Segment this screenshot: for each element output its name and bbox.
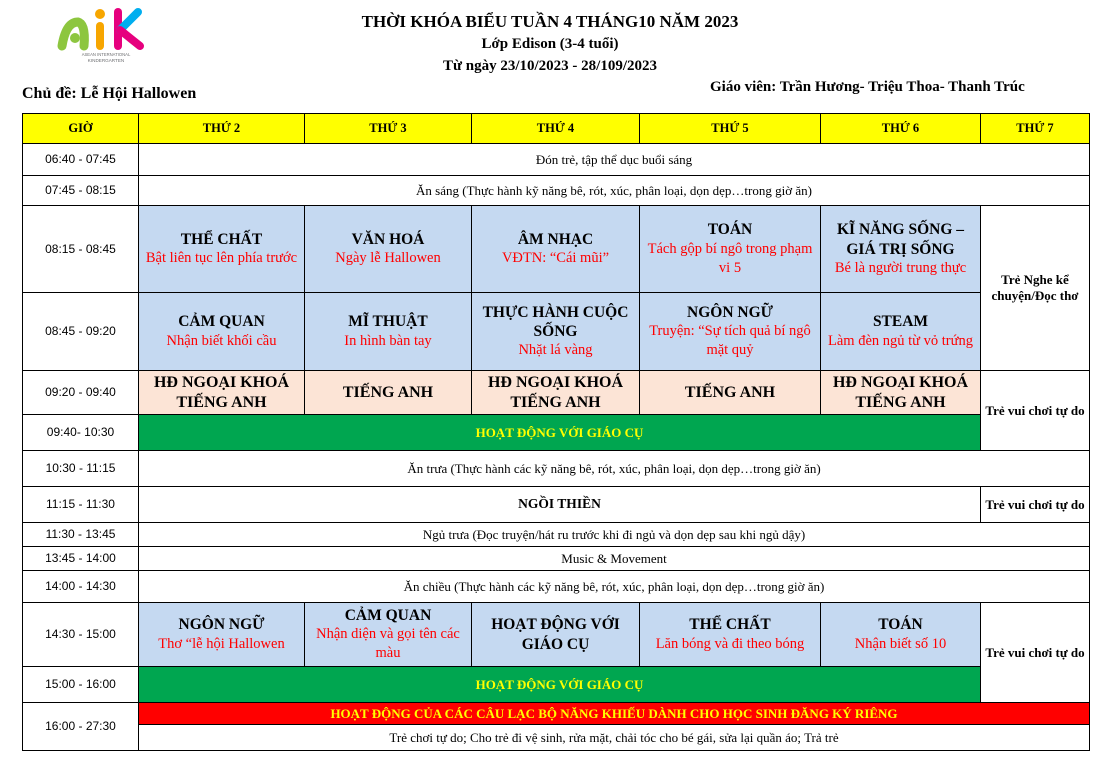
saturday-play-cell: Trẻ vui chơi tự do <box>981 603 1090 703</box>
lesson-subject: THỂ CHẤT <box>180 230 263 248</box>
lesson-activity: Tách gộp bí ngô trong phạm vi 5 <box>647 240 813 276</box>
logo-subtitle-2: KINDERGARTEN <box>87 58 125 63</box>
header-row <box>23 114 1090 144</box>
table-row <box>23 144 1090 176</box>
table-row <box>23 371 1090 415</box>
english-club-cell: HĐ NGOẠI KHOÁ TIẾNG ANH <box>472 371 640 415</box>
time-cell: 06:40 - 07:45 <box>23 144 139 176</box>
time-cell: 14:00 - 14:30 <box>23 571 139 603</box>
lesson-activity: VĐTN: “Cái mũi” <box>501 250 610 267</box>
lesson-cell <box>139 206 305 293</box>
lesson-subject: NGÔN NGỮ <box>687 303 773 321</box>
time-cell: 13:45 - 14:00 <box>23 547 139 571</box>
english-club-cell: HĐ NGOẠI KHOÁ TIẾNG ANH <box>139 371 305 415</box>
time-cell: 14:30 - 15:00 <box>23 603 139 667</box>
lesson-subject: STEAM <box>872 313 929 331</box>
lesson-subject: NGÔN NGỮ <box>178 616 265 634</box>
lesson-cell <box>472 293 640 371</box>
lesson-subject: CẢM QUAN <box>178 313 265 331</box>
lesson-cell <box>305 293 472 371</box>
table-row <box>23 703 1090 725</box>
table-row <box>23 725 1090 751</box>
lesson-activity: Nhận biết số 10 <box>854 635 947 652</box>
lesson-activity: Bé là người trung thực <box>834 259 967 276</box>
english-cell: TIẾNG ANH <box>640 371 821 415</box>
table-row <box>23 667 1090 703</box>
lesson-cell <box>821 206 981 293</box>
nap-cell: Ngủ trưa (Đọc truyện/hát ru trước khi đi ngủ và dọn dẹp sau khi ngủ dậy) <box>139 523 1090 547</box>
saturday-play-cell: Trẻ vui chơi tự do <box>981 371 1090 451</box>
class-name: Lớp Edison (3-4 tuổi) <box>481 36 619 52</box>
lesson-activity: Bật liên tục lên phía trước <box>145 250 298 267</box>
lesson-subject: THỂ CHẤT <box>689 616 771 634</box>
dismissal-cell: Trẻ chơi tự do; Cho trẻ đi vệ sinh, rửa mặt, chải tóc cho bé gái, sửa lại quần áo; Trả trẻ <box>139 725 1090 751</box>
topic: Chủ đề: Lễ Hội Hallowen <box>22 85 197 102</box>
time-cell: 11:15 - 11:30 <box>23 487 139 523</box>
col-wed: THỨ 4 <box>472 114 640 144</box>
lesson-activity: Truyện: “Sự tích quả bí ngô mặt quỷ <box>649 323 811 359</box>
lunch-cell: Ăn trưa (Thực hành các kỹ năng bê, rót, xúc, phân loại, dọn dẹp…trong giờ ăn) <box>139 451 1090 487</box>
table-row <box>23 603 1090 667</box>
lesson-activity: Nhặt lá vàng <box>518 342 593 359</box>
col-thu: THỨ 5 <box>640 114 821 144</box>
meditation-cell: NGỒI THIỀN <box>139 487 981 523</box>
lesson-subject: CẢM QUAN <box>344 606 432 624</box>
english-club-cell: HĐ NGOẠI KHOÁ TIẾNG ANH <box>821 371 981 415</box>
col-fri: THỨ 6 <box>821 114 981 144</box>
col-time: GIỜ <box>23 114 139 144</box>
lesson-subject: MĨ THUẬT <box>348 313 428 331</box>
lesson-cell <box>472 206 640 293</box>
music-cell: Music & Movement <box>139 547 1090 571</box>
welcome-cell: Đón trẻ, tập thể dục buổi sáng <box>139 144 1090 176</box>
lesson-activity: Thơ “lễ hội Hallowen <box>158 635 285 652</box>
table-row <box>23 293 1090 371</box>
lesson-activity: Ngày lễ Hallowen <box>335 250 441 267</box>
table-row <box>23 487 1090 523</box>
lesson-cell <box>640 603 821 667</box>
lesson-activity: Nhận biết khối cầu <box>166 332 277 349</box>
snack-cell: Ăn chiều (Thực hành các kỹ năng bê, rót, xúc, phân loại, dọn dẹp…trong giờ ăn) <box>139 571 1090 603</box>
col-tue: THỨ 3 <box>305 114 472 144</box>
lesson-activity: Làm đèn ngủ từ vỏ trứng <box>828 332 973 349</box>
lesson-activity: Nhận diện và gọi tên các màu <box>316 626 460 662</box>
table-row <box>23 523 1090 547</box>
timetable <box>22 113 1090 751</box>
time-cell: 09:20 - 09:40 <box>23 371 139 415</box>
table-row <box>23 547 1090 571</box>
lesson-subject: TOÁN <box>878 616 923 634</box>
lesson-cell <box>305 206 472 293</box>
lesson-cell <box>139 293 305 371</box>
page-title: THỜI KHÓA BIỂU TUẦN 4 THÁNG10 NĂM 2023 <box>361 12 739 31</box>
lesson-cell <box>640 206 821 293</box>
lesson-subject: KĨ NĂNG SỐNG – GIÁ TRỊ SỐNG <box>836 221 965 258</box>
lesson-subject: VĂN HOÁ <box>351 230 425 248</box>
lesson-subject: TOÁN <box>707 221 753 239</box>
date-range: Từ ngày 23/10/2023 - 28/109/2023 <box>442 58 657 74</box>
teaching-aids-cell: HOẠT ĐỘNG VỚI GIÁO CỤ <box>139 415 981 451</box>
time-cell: 08:15 - 08:45 <box>23 206 139 293</box>
table-row <box>23 176 1090 206</box>
saturday-story-cell: Trẻ Nghe kể chuyện/Đọc thơ <box>981 206 1090 371</box>
table-row <box>23 206 1090 293</box>
col-mon: THỨ 2 <box>139 114 305 144</box>
table-row <box>23 415 1090 451</box>
lesson-cell <box>640 293 821 371</box>
saturday-play-cell: Trẻ vui chơi tự do <box>981 487 1090 523</box>
time-cell: 07:45 - 08:15 <box>23 176 139 206</box>
col-sat: THỨ 7 <box>981 114 1090 144</box>
time-cell: 15:00 - 16:00 <box>23 667 139 703</box>
lesson-cell <box>472 603 640 667</box>
teachers: Giáo viên: Trần Hương- Triệu Thoa- Thanh Trúc <box>710 79 1025 95</box>
lesson-cell <box>821 603 981 667</box>
time-cell: 16:00 - 27:30 <box>23 703 139 751</box>
lesson-activity: Lăn bóng và đi theo bóng <box>655 635 805 652</box>
breakfast-cell: Ăn sáng (Thực hành kỹ năng bê, rót, xúc, phân loại, dọn dẹp…trong giờ ăn) <box>139 176 1090 206</box>
logo-subtitle-1: ASEAN INTERNATIONAL <box>81 52 131 57</box>
lesson-cell <box>305 603 472 667</box>
time-cell: 08:45 - 09:20 <box>23 293 139 371</box>
lesson-subject: THỰC HÀNH CUỘC SỐNG <box>482 303 629 341</box>
clubs-cell: HOẠT ĐỘNG CỦA CÁC CÂU LẠC BỘ NĂNG KHIẾU DÀNH CHO HỌC SINH ĐĂNG KÝ RIÊNG <box>139 703 1090 725</box>
lesson-cell <box>139 603 305 667</box>
table-row <box>23 571 1090 603</box>
time-cell: 11:30 - 13:45 <box>23 523 139 547</box>
lesson-subject: HOẠT ĐỘNG VỚI GIÁO CỤ <box>491 616 620 653</box>
table-row <box>23 451 1090 487</box>
lesson-cell <box>821 293 981 371</box>
teaching-aids-cell: HOẠT ĐỘNG VỚI GIÁO CỤ <box>139 667 981 703</box>
english-cell: TIẾNG ANH <box>305 371 472 415</box>
time-cell: 09:40- 10:30 <box>23 415 139 451</box>
lesson-subject: ÂM NHẠC <box>517 230 594 248</box>
lesson-activity: In hình bàn tay <box>344 332 432 349</box>
time-cell: 10:30 - 11:15 <box>23 451 139 487</box>
